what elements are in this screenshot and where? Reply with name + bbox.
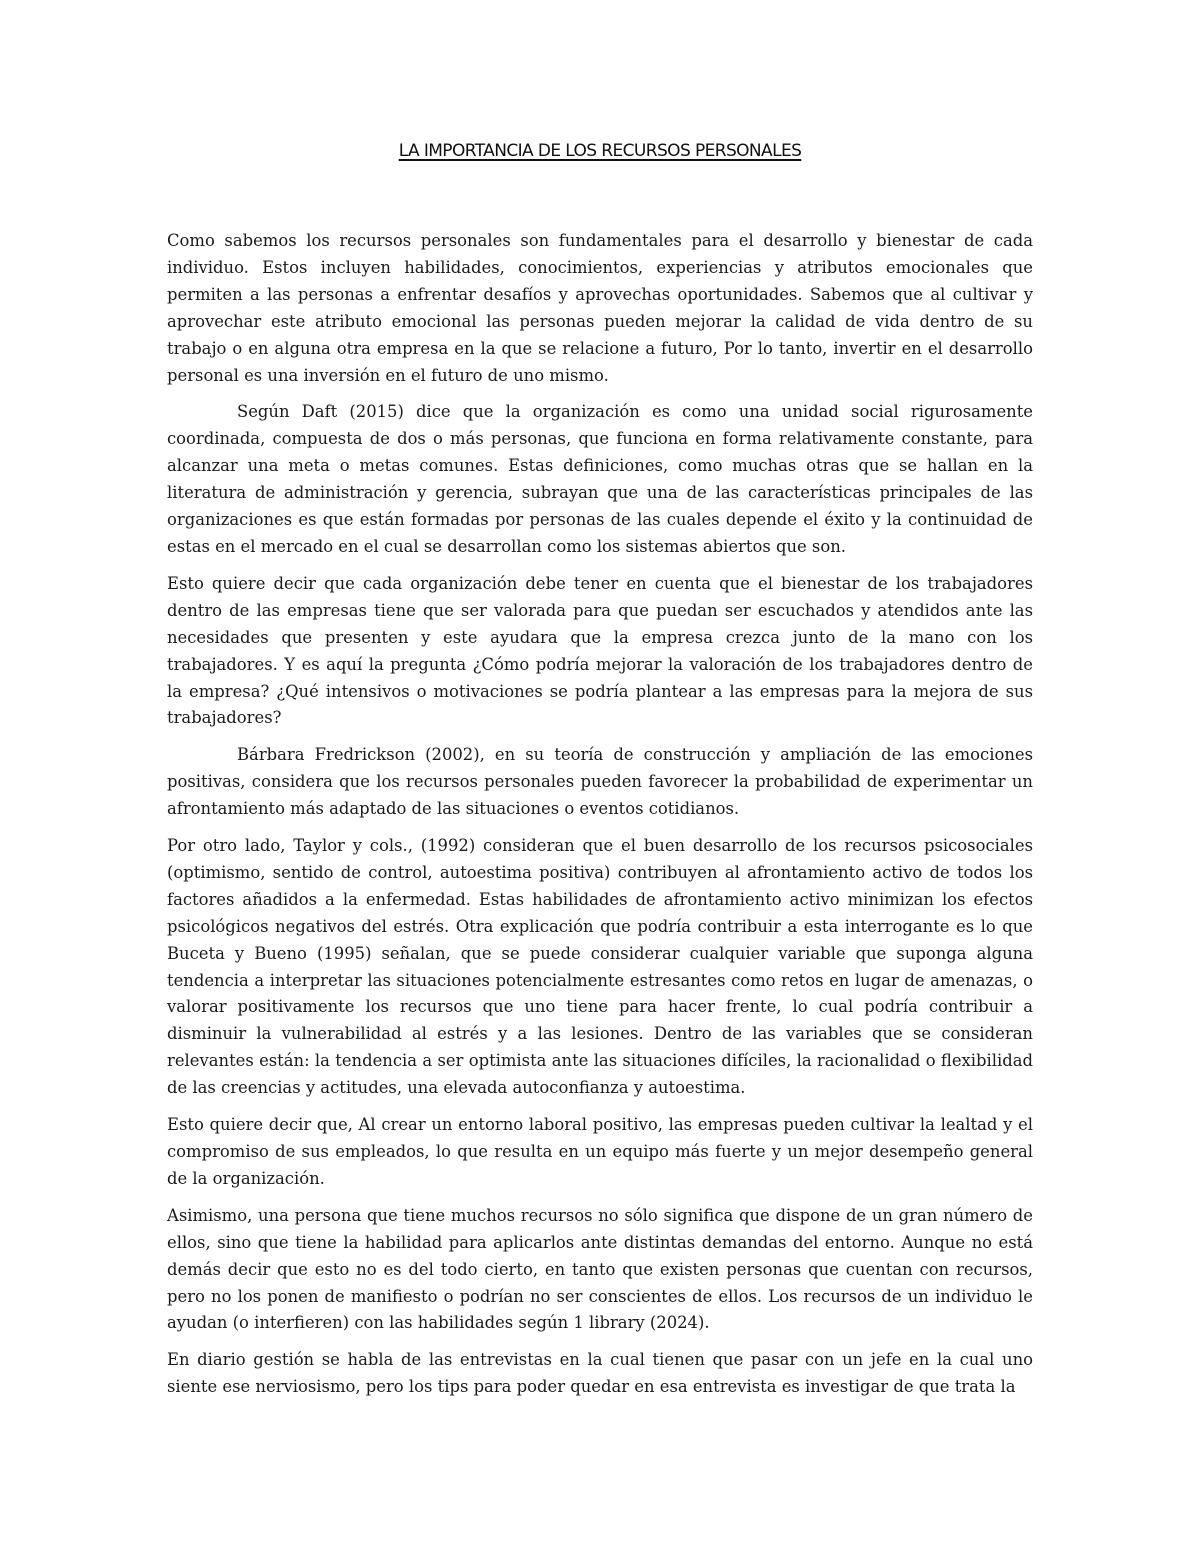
paragraph-fredrickson: Bárbara Fredrickson (2002), en su teoría de construcción y ampliación de las emociones positivas, considera que los recursos personales pueden favorecer la probabilidad de experimentar un afrontamiento más adaptado de las situaciones o eventos cotidianos.	[167, 745, 1033, 819]
paragraph-intro: Como sabemos los recursos personales son fundamentales para el desarrollo y bienestar de cada individuo. Estos incluyen habilidades, conocimientos, experiencias y atributos emocionales que permiten a las personas a enfrentar desafíos y aprovechas oportunidades. Sabemos que al cultivar y aprovechar este atributo emocional las personas pueden mejorar la calidad de vida dentro de su trabajo o en alguna otra empresa en la que se relacione a futuro, Por lo tanto, invertir en el desarrollo personal es una inversión en el futuro de uno mismo.	[167, 231, 1033, 385]
paragraph-bienestar: Esto quiere decir que cada organización debe tener en cuenta que el bienestar de los trabajadores dentro de las empresas tiene que ser valorada para que puedan ser escuchados y atendidos ante las necesidades que presenten y este ayudara que la empresa crezca junto de la mano con los trabajadores. Y es aquí la pregunta ¿Cómo podría mejorar la valoración de los trabajadores dentro de la empresa? ¿Qué intensivos o motivaciones se podría plantear a las empresas para la mejora de sus trabajadores?	[167, 573, 1033, 728]
document-body	[167, 228, 1033, 1411]
paragraph-asimismo: Asimismo, una persona que tiene muchos recursos no sólo significa que dispone de un gran número de ellos, sino que tiene la habilidad para aplicarlos ante distintas demandas del entorno. Aunque no está demás decir que esto no es del todo cierto, en tanto que existen personas que cuentan con recursos, pero no los ponen de manifiesto o podrían no ser conscientes de ellos. Los recursos de un individuo le ayudan (o interfieren) con las habilidades según 1 library (2024).	[167, 1205, 1033, 1333]
paragraph-diario-gestion: En diario gestión se habla de las entrevistas en la cual tienen que pasar con un jefe en la cual uno siente ese nerviosismo, pero los tips para poder quedar en esa entrevista es investigar de que trata la	[167, 1350, 1033, 1397]
document-title: LA IMPORTANCIA DE LOS RECURSOS PERSONALES	[398, 141, 802, 161]
paragraph-daft: Según Daft (2015) dice que la organización es como una unidad social rigurosamente coordinada, compuesta de dos o más personas, que funciona en forma relativamente constante, para alcanzar una meta o metas comunes. Estas definiciones, como muchas otras que se hallan en la literatura de administración y gerencia, subrayan que una de las características principales de las organizaciones es que están formadas por personas de las cuales depende el éxito y la continuidad de estas en el mercado en el cual se desarrollan como los sistemas abiertos que son.	[167, 402, 1033, 556]
paragraph-taylor: Por otro lado, Taylor y cols., (1992) consideran que el buen desarrollo de los recursos psicosociales (optimismo, sentido de control, autoestima positiva) contribuyen al afrontamiento activo de todos los factores añadidos a la enfermedad. Estas habilidades de afrontamiento activo minimizan los efectos psicológicos negativos del estrés. Otra explicación que podría contribuir a esta interrogante es lo que Buceta y Bueno (1995) señalan, que se puede considerar cualquier variable que suponga alguna tendencia a interpretar las situaciones potencialmente estresantes como retos en lugar de amenazas, o valorar positivamente los recursos que uno tiene para hacer frente, lo cual podría contribuir a disminuir la vulnerabilidad al estrés y a las lesiones. Dentro de las variables que se consideran relevantes están: la tendencia a ser optimista ante las situaciones difíciles, la racionalidad o flexibilidad de las creencias y actitudes, una elevada autoconfianza y autoestima.	[167, 836, 1033, 1098]
paragraph-entorno-laboral: Esto quiere decir que, Al crear un entorno laboral positivo, las empresas pueden cultivar la lealtad y el compromiso de sus empleados, lo que resulta en un equipo más fuerte y un mejor desempeño general de la organización.	[167, 1115, 1033, 1188]
